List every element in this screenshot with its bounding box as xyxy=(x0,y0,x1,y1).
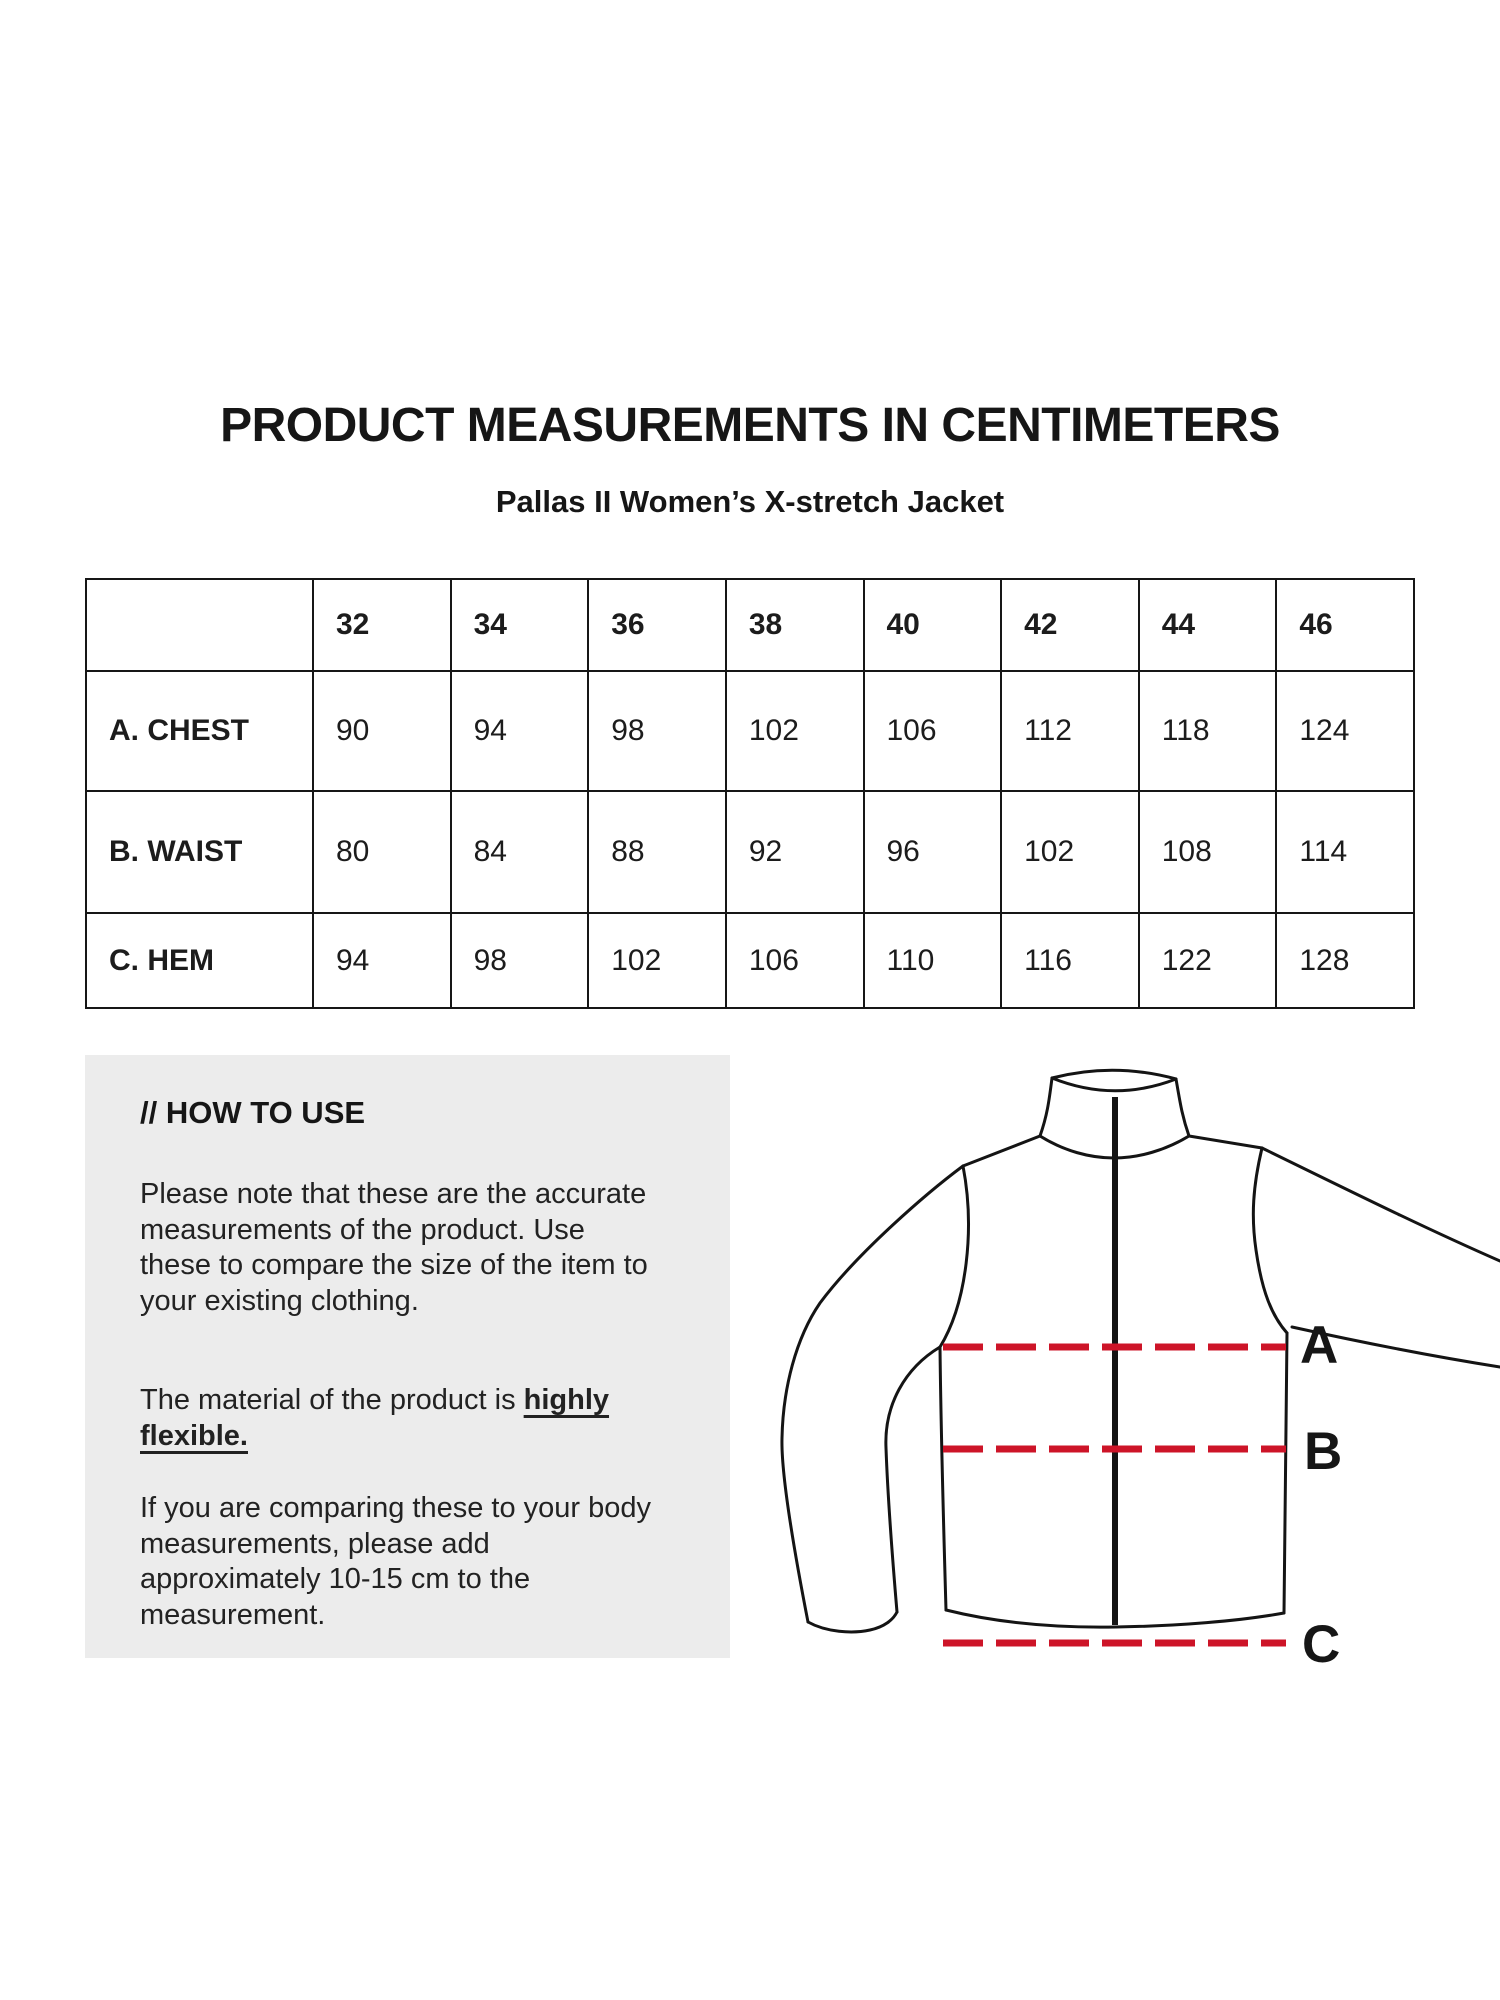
chest-value: 124 xyxy=(1276,671,1414,791)
chest-value: 112 xyxy=(1001,671,1139,791)
size-column-header: 42 xyxy=(1001,579,1139,671)
left-sleeve-inner-edge xyxy=(886,1347,940,1612)
waist-value: 102 xyxy=(1001,791,1139,913)
chest-value: 94 xyxy=(451,671,589,791)
row-label-waist: B. WAIST xyxy=(86,791,313,913)
how-to-use-paragraph-3: If you are comparing these to your body measurements, please add approximately 10-15 cm to the measurement. xyxy=(140,1492,652,1631)
hem-row xyxy=(86,913,1414,1008)
collar-left-side xyxy=(1040,1078,1052,1136)
waist-value: 114 xyxy=(1276,791,1414,913)
size-header-row xyxy=(86,579,1414,671)
collar-front-rim xyxy=(1052,1078,1176,1091)
size-column-header: 40 xyxy=(864,579,1002,671)
waist-value: 88 xyxy=(588,791,726,913)
row-label-chest: A. CHEST xyxy=(86,671,313,791)
waist-value: 80 xyxy=(313,791,451,913)
paragraph-2-emphasis: highly flexible. xyxy=(140,1384,610,1452)
how-to-use-paragraph-1: Please note that these are the accurate measurements of the product. Use these to compare the size of the item to your existing clothing. xyxy=(140,1178,648,1317)
paragraph-2-text: The material of the product is xyxy=(140,1384,524,1416)
waist-row xyxy=(86,791,1414,913)
hem-value: 106 xyxy=(726,913,864,1008)
size-column-header: 32 xyxy=(313,579,451,671)
hem-value: 102 xyxy=(588,913,726,1008)
collar-top-edge xyxy=(1052,1070,1176,1079)
how-to-use-panel xyxy=(85,1055,730,1658)
chest-line-label: A xyxy=(1300,1316,1339,1375)
waist-value: 96 xyxy=(864,791,1002,913)
how-to-use-paragraph-2 xyxy=(140,1383,660,1454)
chest-value: 118 xyxy=(1139,671,1277,791)
body-right-edge xyxy=(1284,1333,1287,1613)
size-column-header: 34 xyxy=(451,579,589,671)
left-sleeve-outer-edge xyxy=(782,1166,963,1622)
right-sleeve-top-edge xyxy=(1262,1148,1500,1261)
hem-value: 128 xyxy=(1276,913,1414,1008)
left-armscye-seam xyxy=(940,1166,968,1347)
hem-line-label: C xyxy=(1302,1615,1341,1674)
row-label-hem: C. HEM xyxy=(86,913,313,1008)
hem-value: 122 xyxy=(1139,913,1277,1008)
chest-value: 98 xyxy=(588,671,726,791)
left-cuff xyxy=(808,1612,897,1632)
body-left-edge xyxy=(940,1347,946,1610)
table-corner-cell xyxy=(86,579,313,671)
chest-row xyxy=(86,671,1414,791)
how-to-use-heading: // HOW TO USE xyxy=(140,1095,366,1130)
product-name-subtitle: Pallas II Women’s X-stretch Jacket xyxy=(495,484,1005,519)
hem-value: 94 xyxy=(313,913,451,1008)
chest-value: 90 xyxy=(313,671,451,791)
chest-value: 102 xyxy=(726,671,864,791)
waist-line-label: B xyxy=(1304,1422,1343,1481)
hem-value: 98 xyxy=(451,913,589,1008)
size-column-header: 46 xyxy=(1276,579,1414,671)
size-column-header: 44 xyxy=(1139,579,1277,671)
right-shoulder-seam xyxy=(1189,1136,1262,1148)
measurements-table xyxy=(85,578,1415,1009)
hem-value: 116 xyxy=(1001,913,1139,1008)
size-column-header: 38 xyxy=(726,579,864,671)
right-armscye-seam xyxy=(1253,1148,1287,1333)
jacket-measurement-diagram xyxy=(740,1040,1500,1700)
size-column-header: 36 xyxy=(588,579,726,671)
hem-value: 110 xyxy=(864,913,1002,1008)
collar-right-side xyxy=(1176,1079,1189,1136)
waist-value: 84 xyxy=(451,791,589,913)
waist-value: 108 xyxy=(1139,791,1277,913)
left-shoulder-seam xyxy=(963,1136,1040,1166)
chest-value: 106 xyxy=(864,671,1002,791)
waist-value: 92 xyxy=(726,791,864,913)
page-title: PRODUCT MEASUREMENTS IN CENTIMETERS xyxy=(220,399,1280,452)
